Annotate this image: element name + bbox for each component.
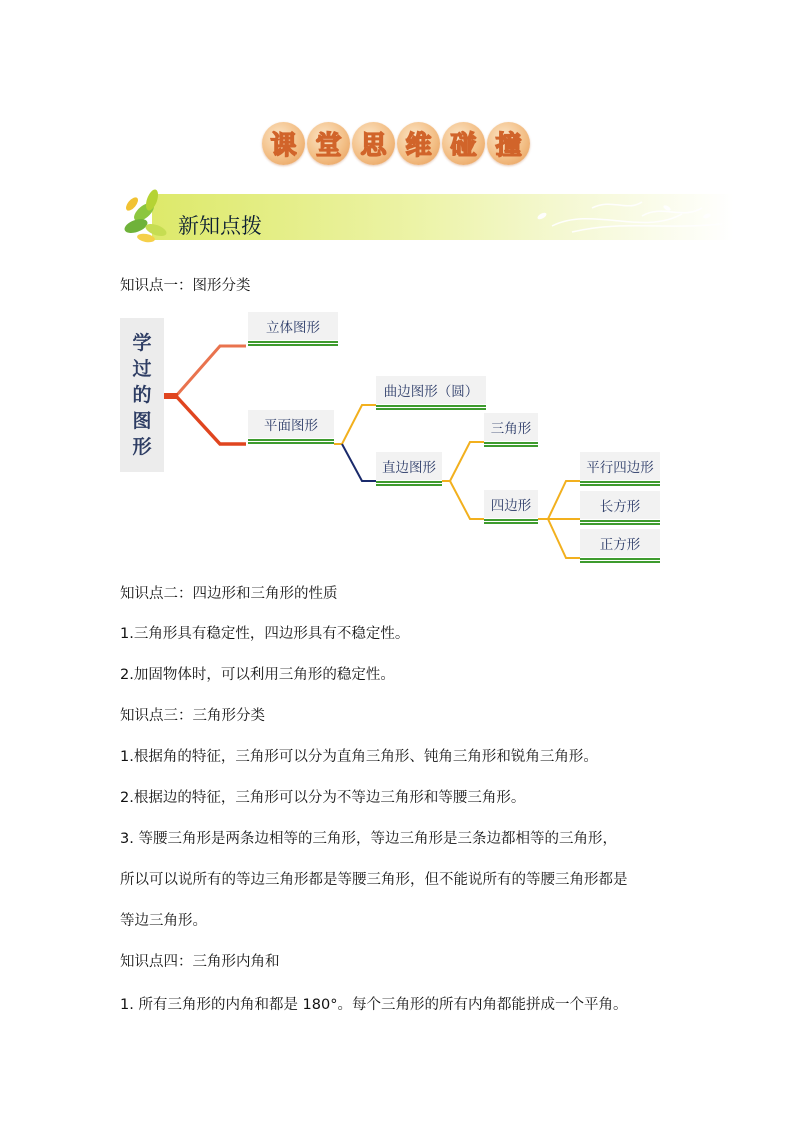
node-curved-figures: 曲边图形（圆）	[376, 376, 486, 404]
connector-quad	[450, 481, 484, 519]
connector-parallelogram	[538, 481, 580, 519]
section-title: 新知点拨	[178, 214, 262, 238]
connector-solid	[164, 346, 246, 396]
node-solid-figures: 立体图形	[248, 312, 338, 340]
kp3-paragraph-3-line-1: 3. 等腰三角形是两条边相等的三角形，等边三角形是三条边都相等的三角形，	[120, 831, 617, 847]
title-char: 堂	[307, 122, 350, 165]
connector-triangle	[442, 442, 484, 481]
kp3-paragraph-3-line-3: 等边三角形。	[120, 913, 207, 929]
title-char: 碰	[442, 122, 485, 165]
node-rectangle: 长方形	[580, 491, 660, 519]
mindmap-root-char: 形	[132, 436, 152, 458]
mindmap-root-char: 图	[132, 410, 152, 432]
knowledge-point-4-title: 知识点四：三角形内角和	[120, 954, 280, 970]
node-straight-figures: 直边图形	[376, 452, 442, 480]
title-char: 撞	[487, 122, 530, 165]
mindmap-root	[120, 318, 164, 472]
mindmap-root-char: 过	[132, 358, 152, 380]
kp3-paragraph-3-line-2: 所以可以说所有的等边三角形都是等腰三角形，但不能说所有的等腰三角形都是	[120, 872, 628, 888]
kp3-paragraph-2: 2.根据边的特征，三角形可以分为不等边三角形和等腰三角形。	[120, 790, 526, 806]
knowledge-point-1-title: 知识点一：图形分类	[120, 278, 251, 294]
node-square: 正方形	[580, 529, 660, 557]
kp3-paragraph-1: 1.根据角的特征，三角形可以分为直角三角形、钝角三角形和锐角三角形。	[120, 749, 598, 765]
connector-curved	[334, 405, 376, 444]
node-quadrilateral: 四边形	[484, 490, 538, 518]
kp4-paragraph-1: 1. 所有三角形的内角和都是 180°。每个三角形的所有内角都能拼成一个平角。	[120, 997, 628, 1013]
node-triangle: 三角形	[484, 413, 538, 441]
node-plane-figures: 平面图形	[248, 410, 334, 438]
connector-plane	[176, 396, 246, 444]
node-parallelogram: 平行四边形	[580, 452, 660, 480]
kp2-paragraph-2: 2.加固物体时，可以利用三角形的稳定性。	[120, 667, 395, 683]
knowledge-point-2-title: 知识点二：四边形和三角形的性质	[120, 586, 338, 602]
mindmap-root-char: 的	[132, 384, 152, 406]
title-char: 课	[262, 122, 305, 165]
connector-square	[548, 519, 580, 558]
knowledge-point-3-title: 知识点三：三角形分类	[120, 708, 265, 724]
mindmap-root-char: 学	[132, 332, 152, 354]
kp2-paragraph-1: 1.三角形具有稳定性，四边形具有不稳定性。	[120, 626, 410, 642]
title-char: 思	[352, 122, 395, 165]
connector-straight	[342, 444, 376, 481]
title-char: 维	[397, 122, 440, 165]
